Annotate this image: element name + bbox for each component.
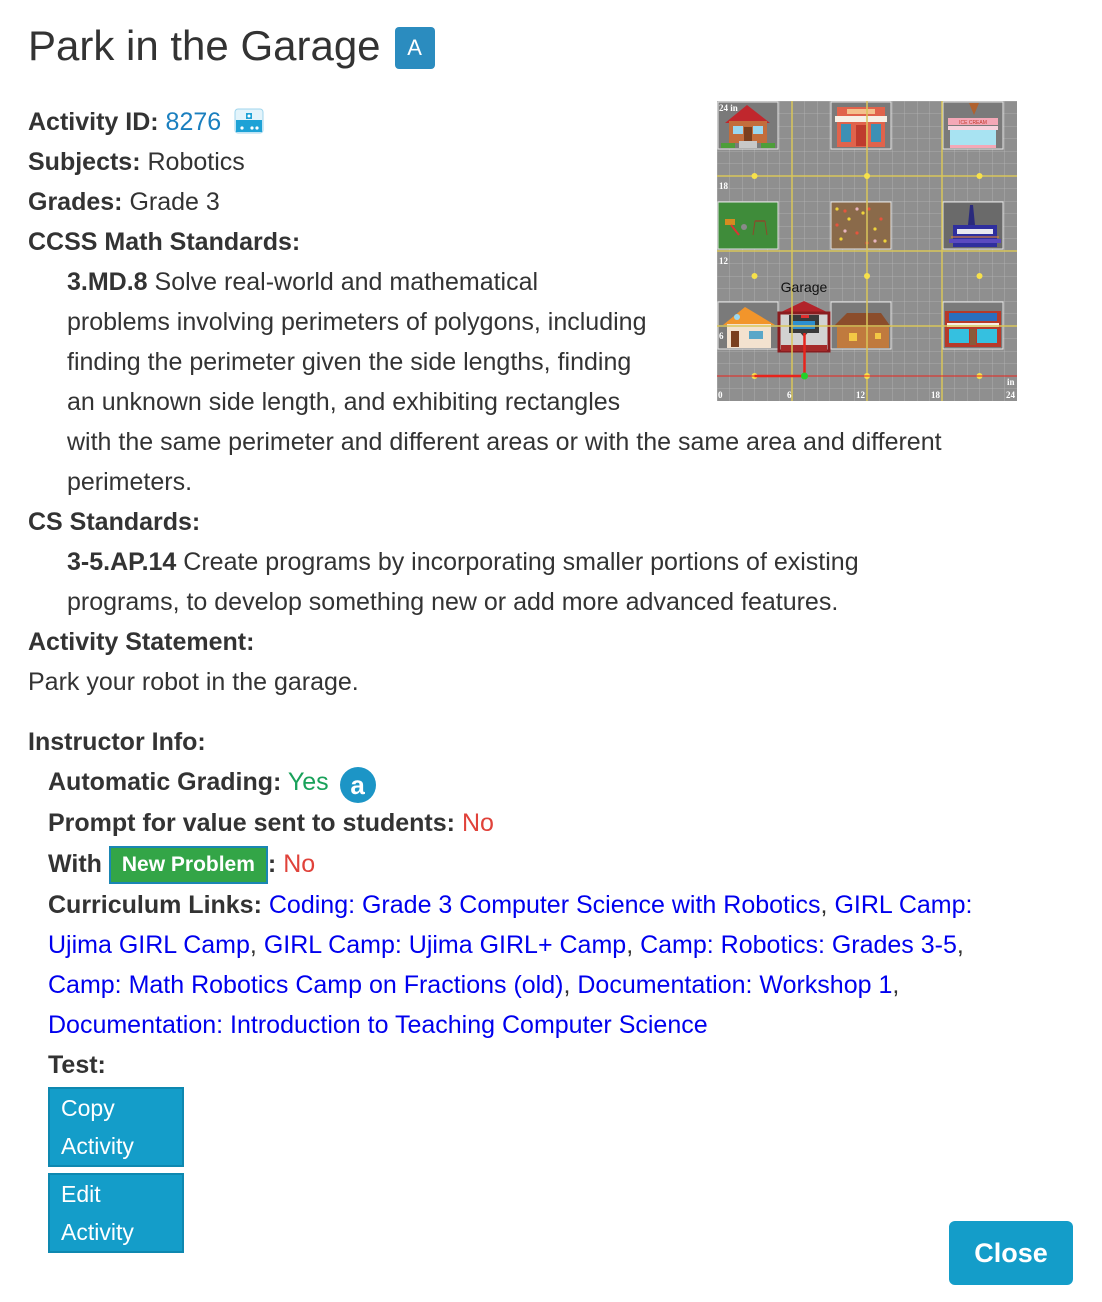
castle-building-tile [943,202,1003,249]
curriculum-link[interactable]: Camp: Robotics: Grades 3-5 [640,931,957,959]
title-row [28,22,435,70]
playground-tile [718,202,778,249]
statement-text: Park your robot in the garage. [28,668,359,696]
ccss-line-1: 3.MD.8 Solve real-world and mathematical [67,268,539,296]
statement-label: Activity Statement: [28,628,255,656]
cs-line-1: 3-5.AP.14 Create programs by incorporating smaller portions of existing [67,548,859,576]
auto-grading-value: Yes [287,768,329,796]
curriculum-link[interactable]: Coding: Grade 3 Computer Science with Robotics [268,891,821,919]
page-title: Park in the Garage [28,22,381,69]
ice-cream-shop-tile [943,102,1003,149]
copy-activity-button[interactable]: Copy Activity [48,1087,184,1167]
ccss-line-4: an unknown side length, and exhibiting rectangles [67,388,621,416]
new-problem-row [48,843,1068,885]
cs-line-2: programs, to develop something new or add more advanced features. [67,588,839,616]
ccss-label: CCSS Math Standards: [28,228,301,256]
x-label-12: 12 [856,390,865,400]
subjects-value: Robotics [147,148,245,176]
instructor-info [28,762,1068,1253]
grades-value: Grade 3 [129,188,220,216]
activity-id-label: Activity ID: [28,108,159,136]
x-label-0: 0 [718,390,723,400]
cs-code: 3-5.AP.14 [67,548,177,576]
instructor-info-label: Instructor Info: [28,728,206,756]
close-button[interactable]: Close [949,1221,1073,1285]
auto-grading-row [48,762,1068,803]
robot-activity-icon [234,106,264,132]
x-label-6: 6 [787,390,792,400]
activity-id-link[interactable]: 8276 [165,108,222,136]
curriculum-links: Curriculum Links: Coding: Grade 3 Computer Science with Robotics, GIRL Camp: Ujima GIRL Camp, GIRL Camp: Ujima GIRL+ Camp, Camp: Robotics: Grades 3-5, Camp: Math Robotics Camp on Fractions (old), Documentation: Workshop 1, Documentation: Introduction to Teaching Computer Science [48,891,973,1039]
test-label: Test: [48,1051,106,1079]
map-corner-label: 24 in [719,103,738,113]
curriculum-label: Curriculum Links: [48,891,262,919]
ccss-line-2: problems involving perimeters of polygons, including [67,308,647,336]
curriculum-link[interactable]: GIRL Camp: Ujima GIRL Camp [48,891,973,959]
activity-map [717,101,1017,401]
with-label: With [48,850,102,878]
storefront-tile [831,102,891,149]
curriculum-link[interactable]: Camp: Math Robotics Camp on Fractions (old) [48,971,564,999]
y-label-6: 6 [719,331,724,341]
ccss-line-5: with the same perimeter and different areas or with the same area and different [67,428,942,456]
cs-standard [28,542,1068,622]
curriculum-link[interactable]: Documentation: Introduction to Teaching Computer Science [48,1011,708,1039]
auto-grading-label: Automatic Grading: [48,768,282,796]
curriculum-link[interactable]: Documentation: Workshop 1 [577,971,893,999]
new-problem-value: No [283,850,316,878]
with-colon: : [267,850,277,878]
edit-activity-button[interactable]: Edit Activity [48,1173,184,1253]
curriculum-link[interactable]: GIRL Camp: Ujima GIRL+ Camp [263,931,627,959]
subjects-label: Subjects: [28,148,141,176]
y-label-18: 18 [719,181,728,191]
ccss-line-3: finding the perimeter given the side lengths, finding [67,348,632,376]
new-problem-badge: New Problem [109,846,268,884]
x-label-18: 18 [931,390,940,400]
ice-cream-sign: ICE CREAM [959,120,987,126]
x-label-24: 24 [1006,390,1015,400]
grades-label: Grades: [28,188,123,216]
prompt-label: Prompt for value sent to students: [48,809,455,837]
ccss-line-6: perimeters. [67,468,193,496]
garage-target-label: Garage [780,279,828,295]
ccss-code: 3.MD.8 [67,268,148,296]
robot-position-marker [801,373,808,380]
prompt-value: No [461,809,494,837]
cs-label: CS Standards: [28,508,201,536]
flower-garden-tile [831,202,891,249]
y-label-12: 12 [719,256,728,266]
x-unit-label: in [1007,377,1015,387]
level-badge: A [395,27,435,69]
auto-grading-icon: a [340,767,376,803]
prompt-row [48,803,1068,843]
